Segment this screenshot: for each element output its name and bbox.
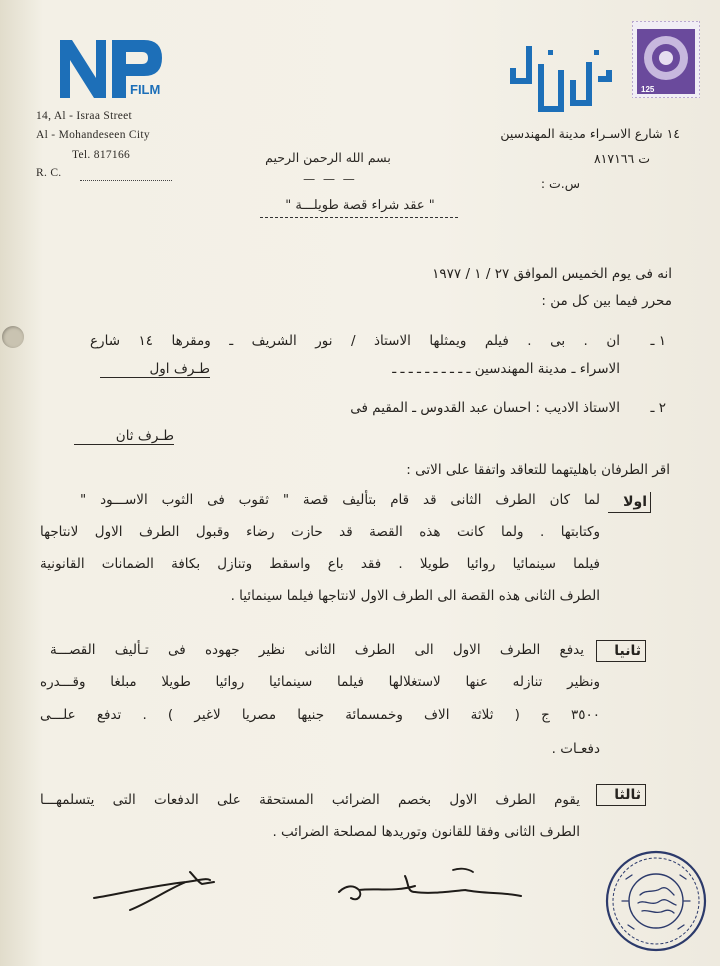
signature-second-party	[335, 862, 525, 912]
clause-2-line-1: يدفع الطرف الاول الى الطرف الثانى نظير جهوده فى تـأليف القصـــة	[50, 642, 584, 658]
clause-1-label: اولا	[608, 492, 651, 513]
rc-blank-line	[80, 180, 172, 181]
clause-1-line-4: الطرف الثانى هذه القصة الى الطرف الاول لانتاجها فيلما سينمائيا .	[230, 588, 600, 604]
address-rc: R. C.	[36, 167, 62, 179]
punch-hole	[2, 326, 24, 348]
party-2-number: ٢ ـ	[650, 400, 666, 416]
clause-3-line-1: يقوم الطرف الاول بخصم الضرائب المستحقة على الدفعات التى يتسلمهـــا	[40, 792, 580, 808]
between-line: محرر فيما بين كل من :	[541, 293, 672, 309]
clause-3-label: ثالثا	[596, 784, 646, 806]
basmala: بسم الله الرحمن الرحيم	[265, 150, 391, 165]
np-film-logo	[58, 34, 166, 104]
basmala-separator: — — —	[303, 172, 357, 186]
logo-word: FILM	[130, 82, 161, 97]
title-underline	[260, 217, 458, 218]
stamp-value: 125	[641, 85, 655, 94]
address-ar-rc: س.ت :	[540, 176, 580, 191]
address-ar-phone: ت ٨١٧١٦٦	[593, 151, 650, 166]
address-street: 14, Al - Israa Street	[36, 110, 133, 122]
party-2-role: طـرف ثان	[74, 428, 174, 445]
clause-2-label: ثانيا	[596, 640, 646, 662]
address-city: Al - Mohandeseen City	[36, 129, 150, 141]
clause-1-line-3: فيلما سينمائيا روائيا طويلا . فقد باع واسقط وتنازل بكافة الضمانات القانونية	[40, 556, 600, 572]
clause-2-line-3: ٣٥٠٠ ج ( ثلاثة الاف وخمسمائة جنيها مصريا لاغير ) . تدفع علـــى	[40, 707, 600, 723]
party-1-number: ١ ـ	[650, 333, 666, 349]
party-1-role: طـرف اول	[100, 361, 210, 378]
arabic-calligraphy-logo	[508, 40, 616, 118]
contract-title: " عقد شراء قصة طويلـــة "	[285, 198, 435, 213]
address-phone: Tel. 817166	[72, 149, 131, 161]
clause-1-line-1: لما كان الطرف الثانى قد قام بتأليف قصة " ثقوب فى الثوب الاســـود "	[80, 492, 600, 508]
official-seal	[604, 849, 708, 953]
clause-2-line-4: دفعـات .	[551, 741, 600, 757]
signature-first-party	[90, 858, 230, 918]
clause-2-line-2: ونظير تنازله عنها لاستغلالها فيلما سينمائيا روائيا طويلا مبلغا وقـــدره	[40, 674, 600, 690]
party-1-line-1: ان . بى . فيلم ويمثلها الاستاذ / نور الشريف ـ ومقرها ١٤ شارع	[90, 333, 620, 349]
clause-3-line-2: الطرف الثانى وفقا للقانون وتوريدها لمصلحة الضرائب .	[272, 824, 580, 840]
revenue-stamp	[632, 21, 700, 98]
address-ar-street: ١٤ شارع الاسـراء مدينة المهندسين	[500, 126, 680, 141]
agreement-line: اقر الطرفان باهليتهما للتعاقد واتفقا على الاتى :	[406, 462, 670, 478]
party-1-line-2: الاسراء ـ مدينة المهندسين ـ ـ ـ ـ ـ ـ ـ ـ ـ ـ	[392, 361, 620, 377]
party-2-line-1: الاستاذ الاديب : احسان عبد القدوس ـ المقيم فى	[350, 400, 620, 416]
clause-1-line-2: وكتابتها . ولما كانت هذه القصة قد حازت رضاء وقبول الطرف الاول لانتاجها	[40, 524, 600, 540]
date-line: انه فى يوم الخميس الموافق ٢٧ / ١ / ١٩٧٧	[432, 266, 672, 282]
